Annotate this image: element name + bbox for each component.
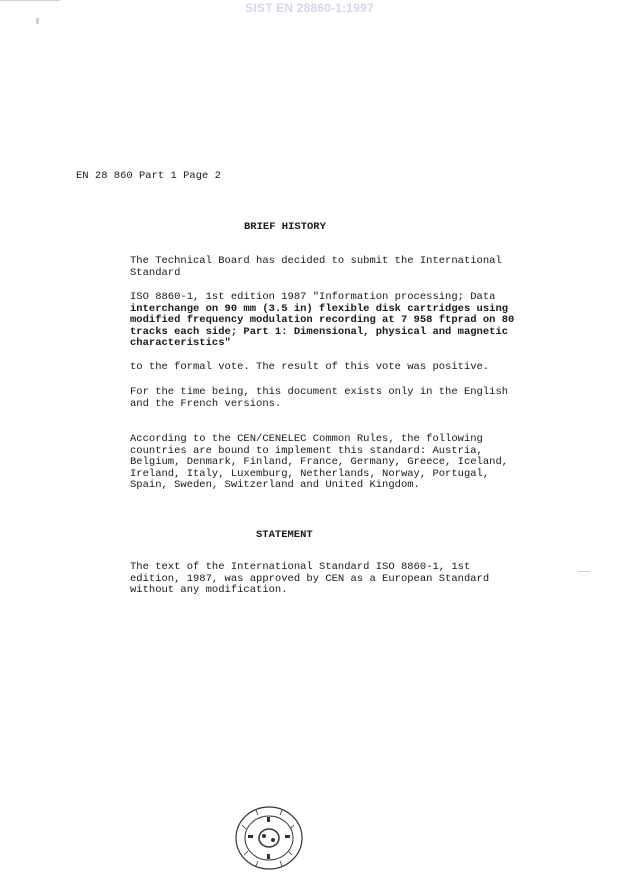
vote-result-paragraph [130, 362, 530, 374]
text-line: to the formal vote. The result of this vote was positive. [130, 361, 490, 373]
text-line: modified frequency modulation recording at 7 958 ftprad on 80 [130, 314, 515, 327]
text-line: Ireland, Italy, Luxemburg, Netherlands, Norway, Portugal, [130, 467, 490, 480]
scan-artifact [578, 571, 590, 572]
text-line: Spain, Sweden, Switzerland and United Kingdom. [130, 479, 420, 492]
text-line: Standard [130, 266, 181, 279]
seal-icon [234, 805, 304, 871]
standard-title-paragraph [130, 292, 530, 350]
statement-heading: STATEMENT [256, 529, 313, 541]
brief-history-heading: BRIEF HISTORY [244, 221, 326, 233]
text-line: Belgium, Denmark, Finland, France, Germany, Greece, Iceland, [130, 456, 509, 469]
text-line: The text of the International Standard ISO 8860-1, 1st [130, 561, 471, 573]
scan-artifact [0, 0, 60, 1]
text-line: tracks each side; Part 1: Dimensional, physical and magnetic [130, 325, 509, 338]
text-line: countries are bound to implement this standard: Austria, [130, 444, 483, 457]
submission-paragraph [130, 256, 530, 279]
countries-paragraph [130, 434, 530, 492]
statement-paragraph [130, 562, 530, 597]
scan-artifact [36, 18, 39, 24]
page-header: EN 28 860 Part 1 Page 2 [76, 170, 221, 182]
text-line: without any modification. [130, 584, 288, 597]
text-line: edition, 1987, was approved by CEN as a European Standard [130, 572, 490, 585]
text-line: ISO 8860-1, 1st edition 1987 "Information processing; Data [130, 291, 496, 303]
text-line: characteristics" [130, 337, 231, 350]
text-line: interchange on 90 mm (3.5 in) flexible disk cartridges using [130, 302, 509, 315]
text-line: and the French versions. [130, 397, 282, 410]
text-line: According to the CEN/CENELEC Common Rules, the following [130, 433, 483, 445]
text-line: For the time being, this document exists only in the English [130, 386, 509, 398]
sist-watermark: SIST EN 28860-1:1997 [245, 1, 374, 15]
text-line: The Technical Board has decided to submit the International [130, 255, 502, 267]
versions-paragraph [130, 387, 530, 410]
